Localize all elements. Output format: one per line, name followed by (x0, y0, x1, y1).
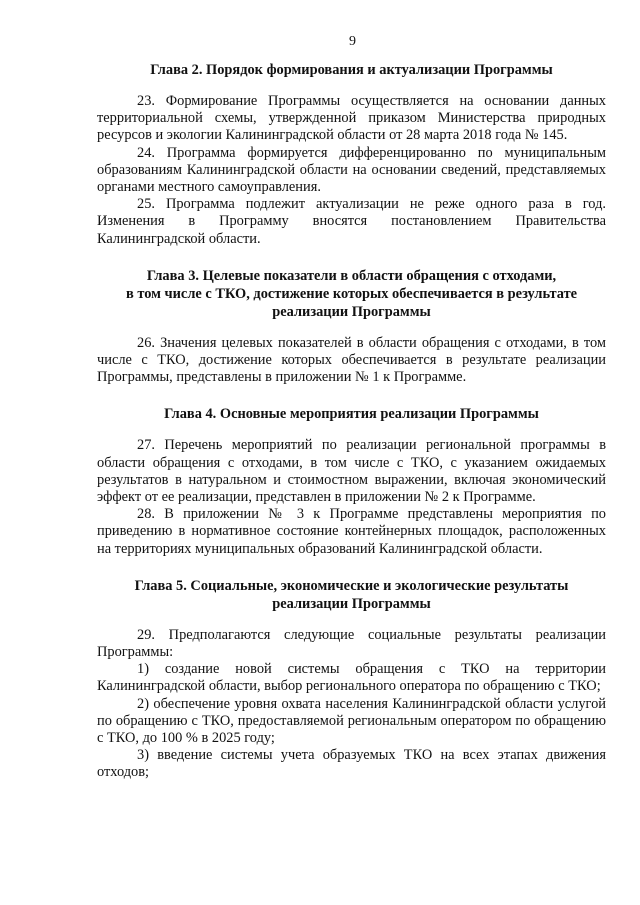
heading-line: Глава 2. Порядок формирования и актуализации Программы (150, 62, 553, 78)
list-item-2: 2) обеспечение уровня охвата населения Калининградской области услугой по обращению с ТКО, предоставляемой региональным оператором по обращению с ТКО, до 100 % в 2025 году; (97, 695, 606, 747)
list-item-1: 1) создание новой системы обращения с ТКО на территории Калининградской области, выбор регионального оператора по обращению с ТКО; (97, 661, 606, 695)
chapter-2 (97, 61, 606, 248)
list-item-3: 3) введение системы учета образуемых ТКО на всех этапах движения отходов; (97, 747, 606, 781)
page-number: 9 (349, 34, 356, 49)
paragraph-24: 24. Программа формируется дифференцированно по муниципальным образованиям Калининградской области на основании сведений, представляемых органами местного самоуправления. (97, 144, 606, 196)
chapter-3-heading (97, 267, 606, 321)
chapter-3 (97, 267, 606, 387)
heading-line: Глава 4. Основные мероприятия реализации Программы (164, 406, 539, 423)
heading-line: Глава 5. Социальные, экономические и экологические результаты (134, 577, 569, 594)
paragraph-28: 28. В приложении № 3 к Программе представлены мероприятия по приведению в нормативное состояние контейнерных площадок, расположенных на территориях муниципальных образований Калининградской области. (97, 506, 606, 557)
heading-line: в том числе с ТКО, достижение которых обеспечивается в результате (125, 285, 578, 302)
heading-line: реализации Программы (272, 595, 431, 612)
heading-line: Глава 3. Целевые показатели в области обращения с отходами, (146, 267, 557, 284)
chapter-5 (97, 577, 606, 782)
chapter-4-heading (97, 405, 606, 423)
paragraph-29: 29. Предполагаются следующие социальные результаты реализации Программы: (97, 626, 606, 661)
paragraph-25: 25. Программа подлежит актуализации не реже одного раза в год. Изменения в Программу вносятся постановлением Правительства Калининградской области. (97, 196, 606, 247)
paragraph-23: 23. Формирование Программы осуществляется на основании данных территориальной схемы, утвержденной приказом Министерства природных ресурсов и экологии Калининградской области от 28 марта 2018 года № 145. (97, 93, 606, 144)
chapter-5-heading (97, 577, 606, 613)
heading-line: реализации Программы (272, 303, 431, 320)
paragraph-27: 27. Перечень мероприятий по реализации региональной программы в области обращения с отходами, в том числе с ТКО, с указанием ожидаемых результатов в натуральном и стоимостном выражении, включая экономический эффект от ее реализации, представлен в приложении № 2 к Программе. (97, 437, 606, 506)
paragraph-26: 26. Значения целевых показателей в области обращения с отходами, в том числе с ТКО, достижение которых обеспечивается в результате реализации Программы, представлены в приложении № 1 к Программе. (97, 334, 606, 386)
chapter-2-heading (97, 61, 606, 79)
chapter-4 (97, 405, 606, 557)
